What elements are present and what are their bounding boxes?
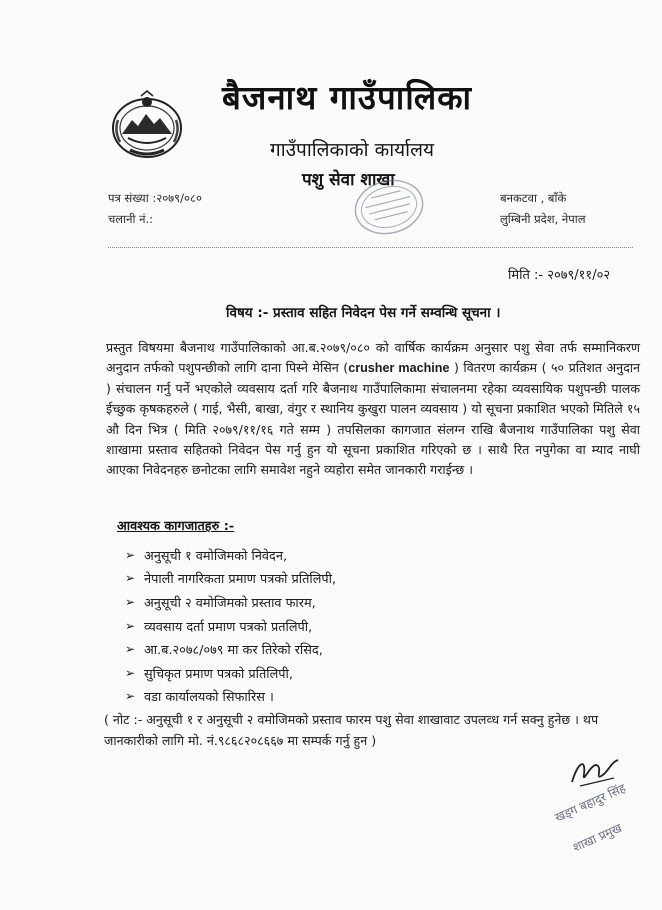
list-item (125, 614, 336, 638)
arrow-bullet-icon: ➢ (125, 665, 136, 680)
arrow-bullet-icon: ➢ (125, 618, 136, 633)
list-item (125, 685, 336, 709)
reference-number: पत्र संख्या :२०७९/०८० (108, 191, 202, 205)
notice-date: मिति :- २०७९/११/०२ (508, 268, 611, 283)
page-title: बैजनाथ गाउँपालिका (222, 78, 473, 117)
machine-name: crusher machine (348, 361, 450, 376)
list-item (125, 661, 336, 685)
document-item-label: अनुसूची २ वमोजिमको प्रस्ताव फारम, (144, 595, 316, 611)
dispatch-number: चलानी नं.: (108, 212, 154, 226)
documents-heading: आवश्यक कागजातहरु :- (117, 519, 235, 534)
document-item-label: आ.ब.२०७८/०७९ मा कर तिरेको रसिद, (144, 643, 323, 659)
notice-note: ( नोट :- अनुसूची १ र अनुसूची २ वमोजिमको प्रस्ताव फारम पशु सेवा शाखावाट उपलव्ध गर्न सक्नु हुनेछ । थप जानकारीको लागि मो. नं.९८६८२०८६६७ मा सम्पर्क गर्नु हुन ) (104, 712, 599, 748)
list-item (125, 567, 336, 591)
document-item-label: नेपाली नागरिकता प्रमाण पत्रको प्रतिलिपी, (144, 572, 337, 588)
signatory-title: शाखा प्रमुख (570, 820, 624, 855)
document-item-label: सुचिकृत प्रमाण पत्रको प्रतिलिपी, (144, 666, 293, 682)
notice-subject: विषय :- प्रस्ताव सहित निवेदन पेस गर्ने सम्वन्धि सूचना । (226, 305, 501, 321)
list-item (125, 590, 336, 614)
office-subtitle: गाउँपालिकाको कार्यालय (270, 139, 434, 161)
arrow-bullet-icon: ➢ (125, 594, 136, 609)
body-part-2: ) वितरण कार्यक्रम ( ५० प्रतिशत अनुदान ) संचालन गर्नु पर्ने भएकोले व्यवसाय दर्ता गरि बैजनाथ गाउँपालिकामा संचालनमा रहेका व्यवसायिक पशुपन्छी पालक ईच्छुक कृषकहरुले ( गाई, भैसी, बाखा, वंगुर र स्थानिय कुखुरा पालन व्यवसाय ) यो सूचना प्रकाशित भएको मितिले १५ औ दिन भित्र ( मिति २०७९/११/१६ गते सम्म ) तपसिलका कागजात संलग्न राखि बैजनाथ गाउँपालिका पशु सेवा शाखामा प्रस्ताव सहितको निवेदन पेस गर्नु हुन यो सूचना प्रकाशित गरिएको छ । साथै रित नपुगेका वा म्याद नाघी आएका निवेदनहरु छनोटका लागि समावेश नहुने व्यहोरा समेत जानकारी गराईन्छ । (106, 360, 641, 478)
section-name: पशु सेवा शाखा (302, 170, 395, 190)
signatory-name: खड्ग बहादुर सिंह (552, 780, 628, 825)
arrow-bullet-icon: ➢ (125, 689, 136, 704)
list-item (125, 543, 336, 567)
document-item-label: व्यवसाय दर्ता प्रमाण पत्रको प्रतलिपी, (144, 619, 313, 635)
notice-body (106, 338, 640, 481)
header-divider (108, 247, 633, 248)
document-item-label: वडा कार्यालयको सिफारिस । (144, 690, 274, 706)
nepal-emblem-icon (108, 90, 186, 160)
office-location: बनकटवा , बाँके (500, 191, 567, 205)
body-part-1: प्रस्तुत विषयमा बैजनाथ गाउँपालिकाको आ.ब.२०७९/०८० को वार्षिक कार्यक्रम अनुसार पशु सेवा तर्फ सम्मानिकरण अनुदान तर्फको पशुपन्छीको लागि दाना पिस्ने मेसिन ( (106, 340, 640, 376)
arrow-bullet-icon: ➢ (125, 642, 136, 657)
arrow-bullet-icon: ➢ (125, 547, 136, 562)
arrow-bullet-icon: ➢ (125, 571, 136, 586)
documents-list (125, 543, 336, 708)
list-item (125, 637, 336, 661)
office-province: लुम्बिनी प्रदेश, नेपाल (500, 212, 586, 226)
document-item-label: अनुसूची १ वमोजिमको निवेदन, (144, 548, 288, 564)
office-stamp-icon (330, 172, 448, 242)
